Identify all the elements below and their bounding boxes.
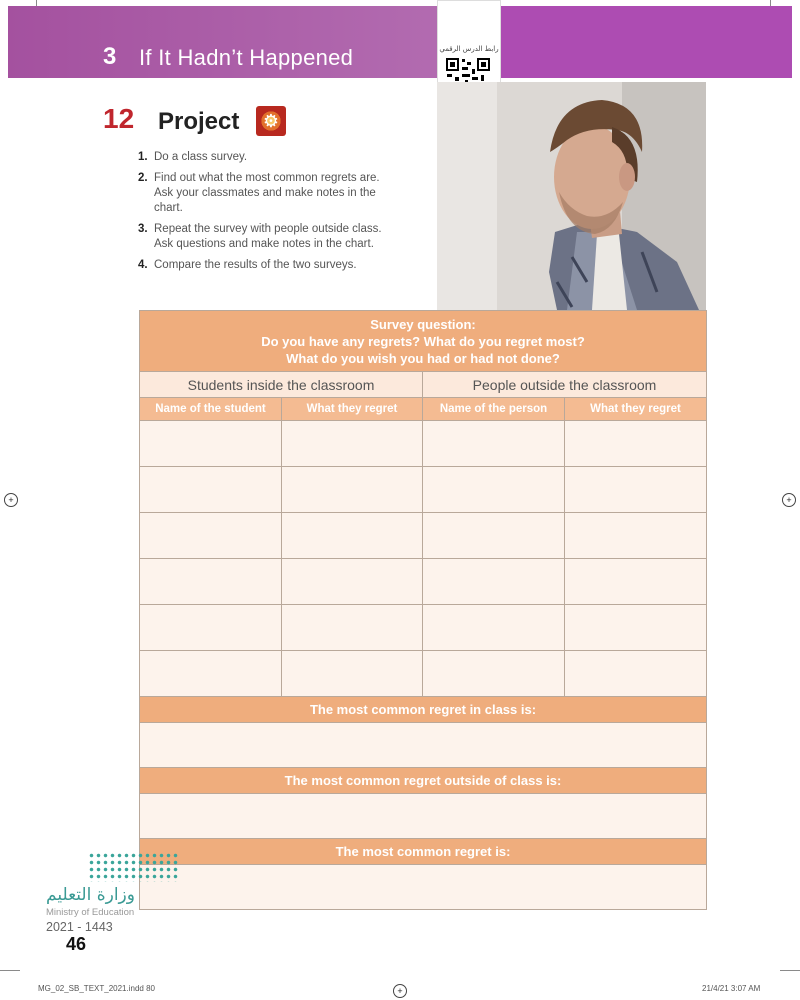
logo-year: 2021 - 1443 (46, 920, 113, 934)
table-cell[interactable] (140, 467, 282, 513)
column-header: Name of the student (140, 398, 282, 421)
registration-mark-icon: + (782, 493, 796, 507)
table-cell[interactable] (140, 421, 282, 467)
step-item (138, 171, 398, 216)
crop-mark (0, 970, 20, 971)
survey-question-line: What do you wish you had or had not done? (286, 350, 560, 366)
unit-number: 3 (103, 43, 117, 70)
survey-question-header (140, 311, 707, 372)
table-row (140, 513, 707, 559)
survey-table (139, 310, 707, 910)
crop-mark (780, 970, 800, 971)
step-text: Repeat the survey with people outside class. Ask questions and make notes in the chart. (154, 223, 382, 250)
table-cell[interactable] (565, 605, 707, 651)
step-item (138, 222, 398, 252)
table-cell[interactable] (423, 467, 565, 513)
column-header: Name of the person (423, 398, 565, 421)
summary-class-header: The most common regret in class is: (140, 697, 707, 723)
step-text: Find out what the most common regrets are. Ask your classmates and make notes in the chart. (154, 172, 380, 214)
table-cell[interactable] (565, 651, 707, 697)
table-cell[interactable] (140, 605, 282, 651)
table-row (140, 651, 707, 697)
table-cell[interactable] (140, 513, 282, 559)
project-steps (138, 150, 398, 279)
section-title: Project (158, 108, 240, 135)
gear-icon: ⚙ (256, 106, 286, 136)
table-cell[interactable] (140, 559, 282, 605)
registration-mark-icon: + (393, 984, 407, 998)
table-cell[interactable] (423, 421, 565, 467)
section-number: 12 (103, 103, 135, 134)
table-cell[interactable] (282, 559, 423, 605)
summary-class-answer[interactable] (140, 723, 707, 768)
summary-overall-answer[interactable] (140, 865, 707, 910)
page-number: 46 (66, 934, 87, 954)
step-number: 2. (138, 172, 148, 184)
unit-banner-right (500, 6, 792, 78)
survey-question-line: Do you have any regrets? What do you regret most? (261, 333, 585, 349)
table-cell[interactable] (565, 559, 707, 605)
table-cell[interactable] (282, 513, 423, 559)
qr-label: رابط الدرس الرقمي (439, 45, 499, 53)
step-text: Compare the results of the two surveys. (154, 259, 357, 271)
column-header: What they regret (565, 398, 707, 421)
table-cell[interactable] (140, 651, 282, 697)
step-number: 4. (138, 259, 148, 271)
table-cell[interactable] (423, 559, 565, 605)
table-cell[interactable] (423, 605, 565, 651)
footer-timestamp: 21/4/21 3:07 AM (702, 984, 761, 993)
table-cell[interactable] (282, 651, 423, 697)
logo-dots-icon (88, 852, 180, 882)
footer-file: MG_02_SB_TEXT_2021.indd 80 (38, 984, 155, 993)
group-inside-header: Students inside the classroom (140, 372, 423, 398)
table-row (140, 421, 707, 467)
table-row (140, 559, 707, 605)
step-number: 1. (138, 151, 148, 163)
table-cell[interactable] (565, 421, 707, 467)
table-row (140, 605, 707, 651)
table-cell[interactable] (565, 513, 707, 559)
table-row (140, 467, 707, 513)
summary-outside-header: The most common regret outside of class is: (140, 768, 707, 794)
group-outside-header: People outside the classroom (423, 372, 707, 398)
summary-overall-header: The most common regret is: (140, 839, 707, 865)
logo-arabic-text: وزارة التعليم (46, 885, 135, 905)
photo-young-man (437, 82, 706, 310)
step-number: 3. (138, 223, 148, 235)
table-cell[interactable] (282, 605, 423, 651)
table-cell[interactable] (565, 467, 707, 513)
table-cell[interactable] (423, 513, 565, 559)
step-item (138, 258, 398, 273)
unit-title: If It Hadn’t Happened (139, 45, 354, 70)
table-cell[interactable] (282, 467, 423, 513)
summary-outside-answer[interactable] (140, 794, 707, 839)
column-header: What they regret (282, 398, 423, 421)
table-cell[interactable] (423, 651, 565, 697)
step-text: Do a class survey. (154, 151, 248, 163)
registration-mark-icon: + (4, 493, 18, 507)
table-cell[interactable] (282, 421, 423, 467)
step-item (138, 150, 398, 165)
logo-english-text: Ministry of Education (46, 907, 135, 918)
survey-question-heading: Survey question: (370, 316, 476, 332)
